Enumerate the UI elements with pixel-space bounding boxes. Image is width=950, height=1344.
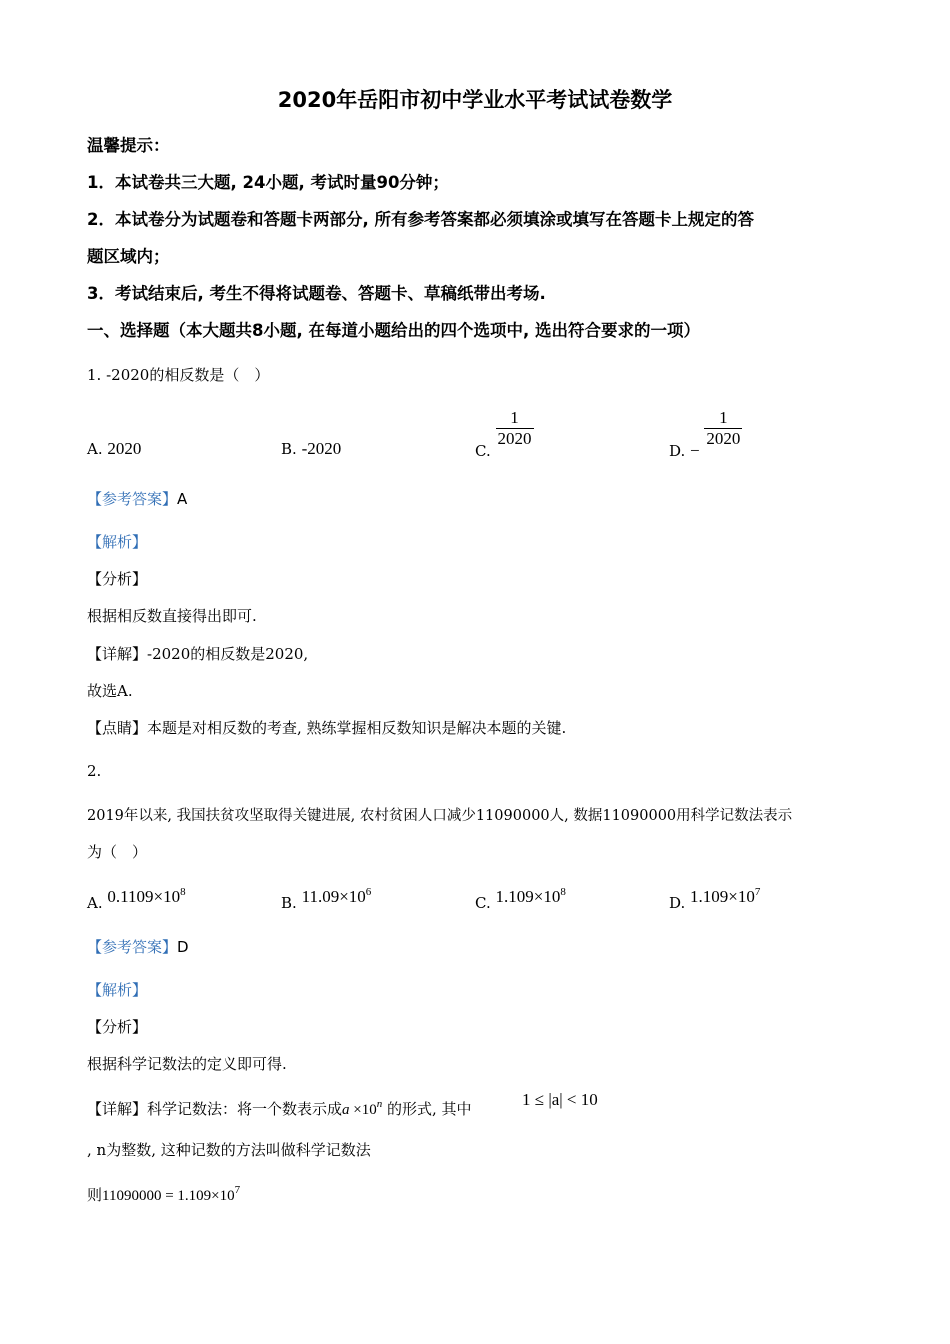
expr-a: a (342, 1102, 350, 1118)
expr-exponent: 6 (365, 886, 372, 898)
option-label: C. (475, 894, 491, 912)
q1-stem: 1. -2020的相反数是（ ） (87, 366, 270, 384)
option-value: -2020 (301, 439, 342, 458)
option-label: A. (87, 440, 103, 458)
expr-base: 11.09×10 (301, 887, 366, 906)
expr-mid: ×10 (349, 1102, 377, 1118)
q1-option-c[interactable] (475, 408, 534, 460)
q2-fenxi-label: 【分析】 (87, 1018, 148, 1036)
tip-item-2-cont: 题区域内； (87, 247, 170, 266)
answer-label: 【参考答案】 (87, 938, 178, 956)
q2-option-a[interactable] (87, 886, 186, 912)
q2-stem-line2: 为（ ） (87, 843, 148, 861)
q1-choose: 故选A. (87, 682, 133, 700)
expr-exponent: 7 (754, 886, 761, 898)
fraction (704, 408, 742, 449)
option-label: C. (475, 441, 491, 460)
fraction (496, 408, 534, 449)
q2-answer (87, 936, 189, 957)
q1-fenxi-label: 【分析】 (87, 570, 148, 588)
result-expression (102, 1184, 241, 1204)
q2-result (87, 1184, 240, 1205)
answer-value: D (177, 938, 189, 956)
section-heading: 一、选择题（本大题共8小题, 在每道小题给出的四个选项中, 选出符合要求的一项） (87, 321, 701, 340)
result-exponent: 7 (234, 1184, 241, 1196)
expr-base: 1.109×10 (495, 887, 561, 906)
expr-base: 1.109×10 (690, 887, 755, 906)
fraction-denominator: 2020 (706, 429, 741, 448)
q2-analysis-label: 【解析】 (87, 981, 148, 999)
expr-n: n (376, 1098, 383, 1110)
range-expression: 1 ≤ |a| < 10 (522, 1090, 598, 1109)
option-label: B. (281, 894, 297, 912)
option-expression (496, 887, 566, 906)
page-title: 2020年岳阳市初中学业水平考试试卷数学 (277, 88, 673, 112)
q1-option-d[interactable] (669, 408, 742, 460)
expr-exponent: 8 (180, 886, 186, 898)
tip-item-2: 2．本试卷分为试题卷和答题卡两部分, 所有参考答案都必须填涂或填写在答题卡上规定的答 (87, 210, 754, 229)
q2-detail (87, 1098, 472, 1119)
fraction-denominator: 2020 (497, 429, 532, 448)
minus-sign: − (690, 440, 700, 460)
detail-text: 科学记数法：将一个数表示成 (147, 1100, 343, 1118)
option-expression (302, 887, 372, 906)
notation-expression (342, 1098, 383, 1118)
q2-detail-line2: , n为整数, 这种记数的方法叫做科学记数法 (87, 1141, 371, 1159)
option-expression (107, 887, 185, 906)
q2-fenxi-text: 根据科学记数法的定义即可得. (87, 1055, 287, 1073)
detail-label: 【详解】 (87, 1100, 148, 1118)
tips-heading: 温馨提示： (87, 136, 170, 155)
answer-label: 【参考答案】 (87, 490, 178, 508)
detail-text-2: 的形式, 其中 (382, 1100, 472, 1118)
expr-base: 0.1109×10 (107, 887, 181, 906)
q1-comment: 【点睛】本题是对相反数的考查, 熟练掌握相反数知识是解决本题的关键. (87, 719, 567, 737)
tip-item-3: 3．考试结束后, 考生不得将试题卷、答题卡、草稿纸带出考场. (87, 284, 546, 303)
q2-option-d[interactable] (669, 886, 761, 912)
option-expression (690, 887, 760, 906)
result-prefix: 则 (87, 1186, 103, 1204)
option-label: D. (669, 894, 686, 912)
q1-option-a[interactable] (87, 439, 141, 459)
q1-detail: 【详解】-2020的相反数是2020, (87, 645, 309, 663)
q2-option-c[interactable] (475, 886, 566, 912)
q2-stem-line1: 2019年以来, 我国扶贫攻坚取得关键进展, 农村贫困人口减少11090000人, 数据11090000用科学记数法表示 (87, 808, 793, 824)
option-label: D. (669, 441, 686, 460)
q1-answer (87, 488, 187, 509)
fraction-numerator: 1 (719, 408, 728, 427)
option-value: 2020 (107, 439, 142, 458)
expr-exponent: 8 (560, 886, 566, 898)
q2-number: 2. (87, 762, 102, 780)
tip-item-1: 1．本试卷共三大题, 24小题, 考试时量90分钟； (87, 173, 449, 192)
answer-value: A (177, 490, 188, 508)
option-label: A. (87, 894, 103, 912)
fraction-numerator: 1 (510, 408, 519, 427)
q1-fenxi-text: 根据相反数直接得出即可. (87, 607, 257, 625)
result-base: 11090000 = 1.109×10 (102, 1188, 235, 1204)
option-label: B. (281, 440, 297, 458)
q1-analysis-label: 【解析】 (87, 533, 148, 551)
q2-option-b[interactable] (281, 886, 372, 912)
q1-option-b[interactable] (281, 439, 341, 459)
